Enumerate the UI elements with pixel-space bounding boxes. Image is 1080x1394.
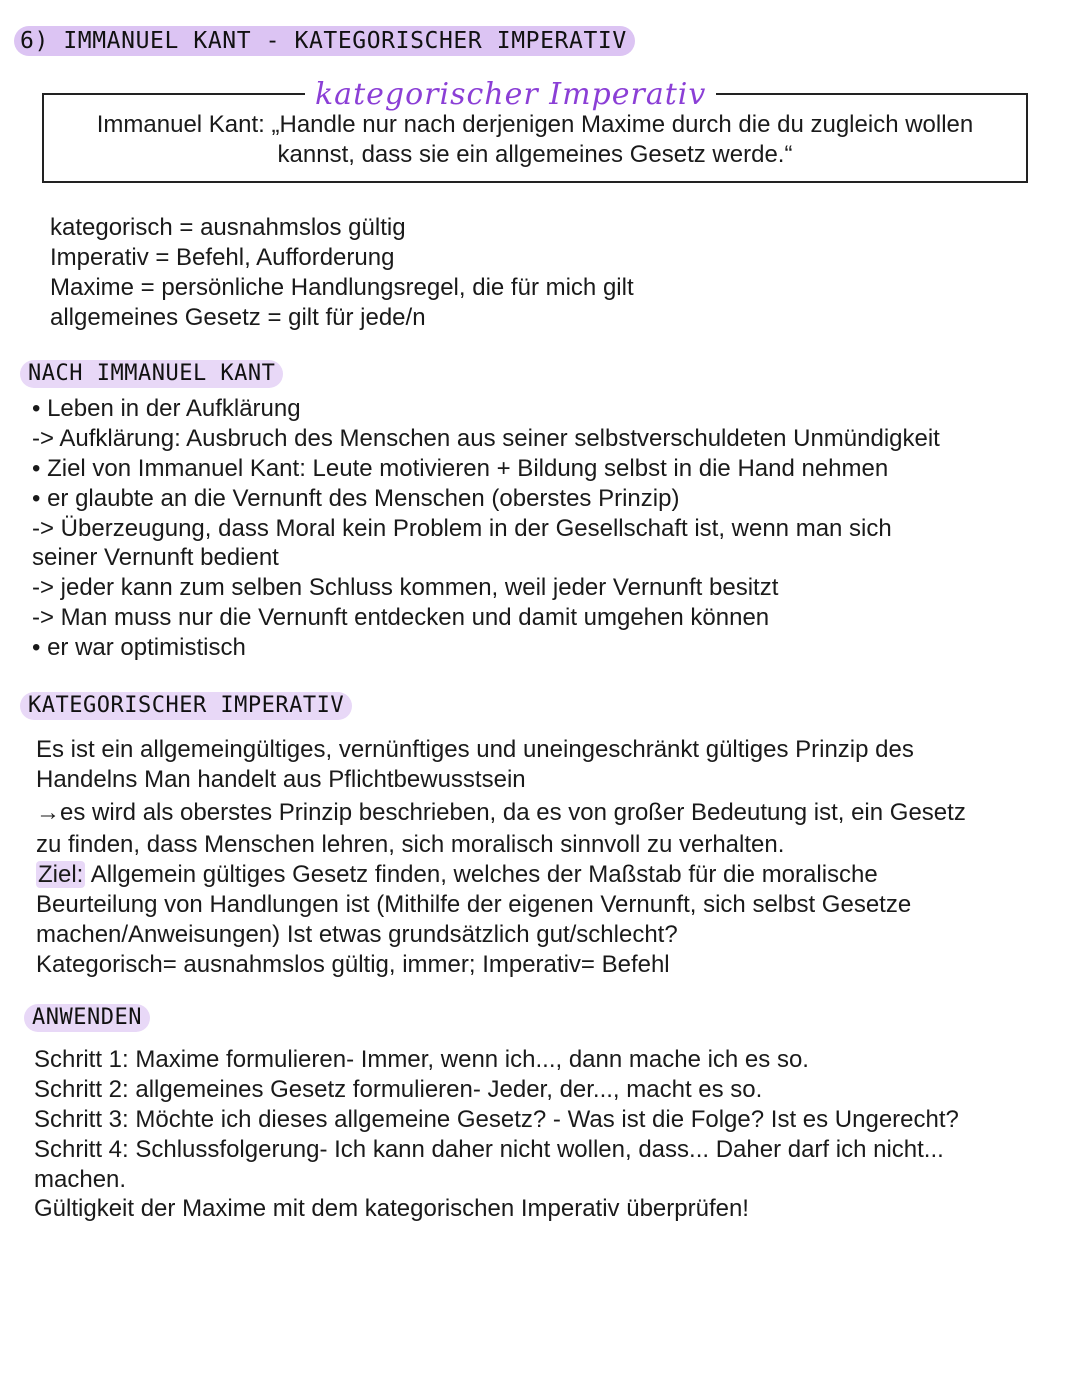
section2-line: machen/Anweisungen) Ist etwas grundsätzlich gut/schlecht? (36, 921, 678, 948)
step-line: Schritt 3: Möchte ich dieses allgemeine Gesetz? - Was ist die Folge? Ist es Ungerecht? (34, 1106, 959, 1133)
step-line: Schritt 1: Maxime formulieren- Immer, wenn ich..., dann mache ich es so. (34, 1046, 809, 1073)
ziel-text: Allgemein gültiges Gesetz finden, welches der Maßstab für die moralische (85, 861, 878, 888)
section-heading-anwenden: ANWENDEN (24, 1004, 150, 1032)
section1-line: • Ziel von Immanuel Kant: Leute motivieren + Bildung selbst in die Hand nehmen (32, 455, 889, 482)
step-line: machen. (34, 1166, 127, 1193)
section-heading-nach-kant: NACH IMMANUEL KANT (20, 360, 283, 388)
step-line: Schritt 2: allgemeines Gesetz formulieren- Jeder, der..., macht es so. (34, 1076, 763, 1103)
section2-line: zu finden, dass Menschen lehren, sich moralisch sinnvoll zu verhalten. (36, 831, 785, 858)
section1-line: -> jeder kann zum selben Schluss kommen, weil jeder Vernunft besitzt (32, 574, 779, 601)
section1-line: -> Aufklärung: Ausbruch des Menschen aus seiner selbstverschuldeten Unmündigkeit (32, 425, 940, 452)
section2-ziel-line (36, 860, 878, 890)
quote-box-label: kategorischer Imperativ (305, 78, 716, 112)
definition-maxime: Maxime = persönliche Handlungsregel, die für mich gilt (50, 274, 634, 301)
section1-line: • Leben in der Aufklärung (32, 395, 301, 422)
section2-line: Beurteilung von Handlungen ist (Mithilfe der eigenen Vernunft, sich selbst Gesetze (36, 891, 912, 918)
section1-line: -> Man muss nur die Vernunft entdecken und damit umgehen können (32, 604, 770, 631)
section1-line: seiner Vernunft bedient (32, 544, 279, 571)
section1-line: • er war optimistisch (32, 634, 246, 661)
ziel-label: Ziel: (38, 861, 84, 888)
section2-line: Es ist ein allgemeingültiges, vernünftiges und uneingeschränkt gültiges Prinzip des (36, 736, 914, 763)
section2-line: Handelns Man handelt aus Pflichtbewusstsein (36, 766, 526, 793)
kant-quote-line-2: kannst, dass sie ein allgemeines Gesetz werde.“ (277, 141, 793, 168)
page-title: 6) IMMANUEL KANT - KATEGORISCHER IMPERATIV (14, 26, 635, 56)
definition-imperativ: Imperativ = Befehl, Aufforderung (50, 244, 395, 271)
section2-line: →es wird als oberstes Prinzip beschrieben, da es von großer Bedeutung ist, ein Gesetz (36, 799, 966, 826)
section1-line: -> Überzeugung, dass Moral kein Problem in der Gesellschaft ist, wenn man sich (32, 515, 892, 542)
step-line: Schritt 4: Schlussfolgerung- Ich kann daher nicht wollen, dass... Daher darf ich nicht... (34, 1136, 944, 1163)
kant-quote (44, 110, 1026, 170)
section2-line: Kategorisch= ausnahmslos gültig, immer; Imperativ= Befehl (36, 951, 670, 978)
section-heading-kategorischer-imperativ: KATEGORISCHER IMPERATIV (20, 692, 352, 720)
definition-gesetz: allgemeines Gesetz = gilt für jede/n (50, 304, 426, 331)
conclusion-line: Gültigkeit der Maxime mit dem kategorischen Imperativ überprüfen! (34, 1195, 749, 1222)
kant-quote-line-1: Immanuel Kant: „Handle nur nach derjenigen Maxime durch die du zugleich wollen (96, 111, 974, 138)
section1-line: • er glaubte an die Vernunft des Menschen (oberstes Prinzip) (32, 485, 680, 512)
definition-kategorisch: kategorisch = ausnahmslos gültig (50, 214, 406, 241)
